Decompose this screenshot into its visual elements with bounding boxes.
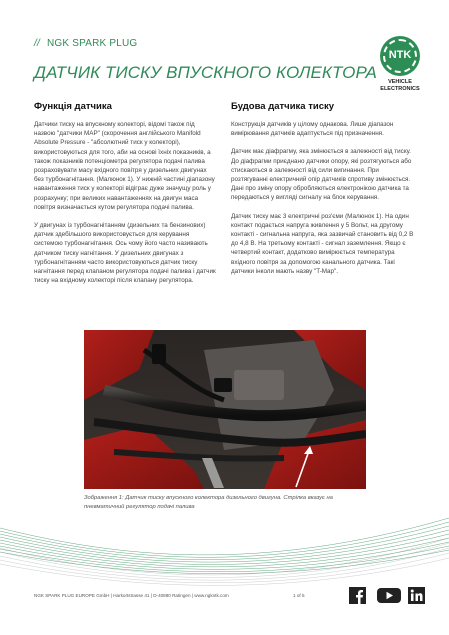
logo-line-2: ELECTRONICS — [380, 86, 420, 92]
right-paragraph-1: Конструкція датчиків у цілому однакова. Лише діапазон вимірювання датчиків адаптується під призначення. — [231, 121, 394, 138]
linkedin-icon[interactable] — [408, 587, 425, 604]
kicker-slashes: // — [34, 38, 40, 49]
brand-name: NGK SPARK PLUG — [46, 38, 138, 49]
ntk-logo-mark: NTK — [388, 49, 412, 61]
left-heading: Функція датчика — [34, 101, 112, 112]
facebook-icon[interactable] — [349, 587, 366, 604]
left-paragraph-1: Датчики тиску на впускному колекторі, відомі також під назвою "датчики MAP" (скорочення англійського Manifold Absolute Pressure - "абсолютний тиск у колекторі), використовуються для того, аби на основі їхніх показників, а також показників потенціометра регулятора подачі палива розраховувати масу вхідного повітря у дизельних двигунах без турбонагнітання. (Малюнок 1). У нижній частині діапазону навантаження тиск у колекторі відіграє дуже значущу роль у розрахунку; при великих навантаженнях на двигун маса повітря визначається кутом регулятора подачі палива. — [34, 121, 215, 211]
right-paragraph-2: Датчик має діафрагму, яка змінюється в залежності від тиску. До діафрагми приєднано датчики опору, які розтягуються або стискаються в залежності від сили вигинання. При розтягуванні електричний опір датчиків спротиву змінюється. Дані про зміну опору обробляються електронікою датчика та передаються у вигляді сигналу на блок керування. — [231, 148, 412, 202]
right-column — [231, 101, 414, 285]
footer-company-info: NGK SPARK PLUG EUROPE GmbH | Harkortstrasse 41 | D-40880 Ratingen | www.ngkntk.com — [34, 593, 229, 598]
ntk-logo-subtitle — [375, 79, 425, 93]
logo-line-1: VEHICLE — [388, 79, 412, 85]
brand-kicker — [34, 38, 137, 49]
ntk-logo-badge — [380, 36, 420, 76]
right-heading: Будова датчика тиску — [231, 101, 335, 112]
page-title: ДАТЧИК ТИСКУ ВПУСКНОГО КОЛЕКТОРА — [34, 63, 378, 82]
engine-photo — [84, 330, 366, 489]
left-column — [34, 101, 217, 294]
right-paragraph-3: Датчик тиску має 3 електричні роз'єми (Малюнок 1). На один контакт подається напруга живлення у 5 Вольт, на другому контакті - сигнальна напруга, яка зазвичай становить від 0,2 В до 4,8 В. На третьому контакті - сигнал заземлення. Якщо є четвертий контакт, додатково вимірюється температура вхідного повітря за допомогою канального датчика. Такі датчики інколи мають назву "T-Map". — [231, 212, 414, 275]
youtube-icon[interactable] — [377, 587, 401, 604]
figure-caption: Зображення 1: Датчик тиску впускного колектора дизельного двигуна. Стрілка вказує на пневматичний регулятор подачі палива — [84, 495, 333, 510]
page-number: 1 of 5 — [293, 593, 305, 598]
engine-photo-illustration — [84, 330, 366, 489]
left-paragraph-2: У двигунах із турбонагнітанням (дизельних та бензинових) датчик здебільшого використовується для керування системою турбонагнітання. Ось чому його часто називають датчиком тиску нагнітання. У дизельних двигунах з турбонагнітанням часто використовуються датчик тиску нагнітання перед клапаном регулятора подачі палива і датчик тиску на вхідному колекторі після клапану регулятора. — [34, 222, 216, 285]
ntk-logo — [375, 36, 425, 93]
